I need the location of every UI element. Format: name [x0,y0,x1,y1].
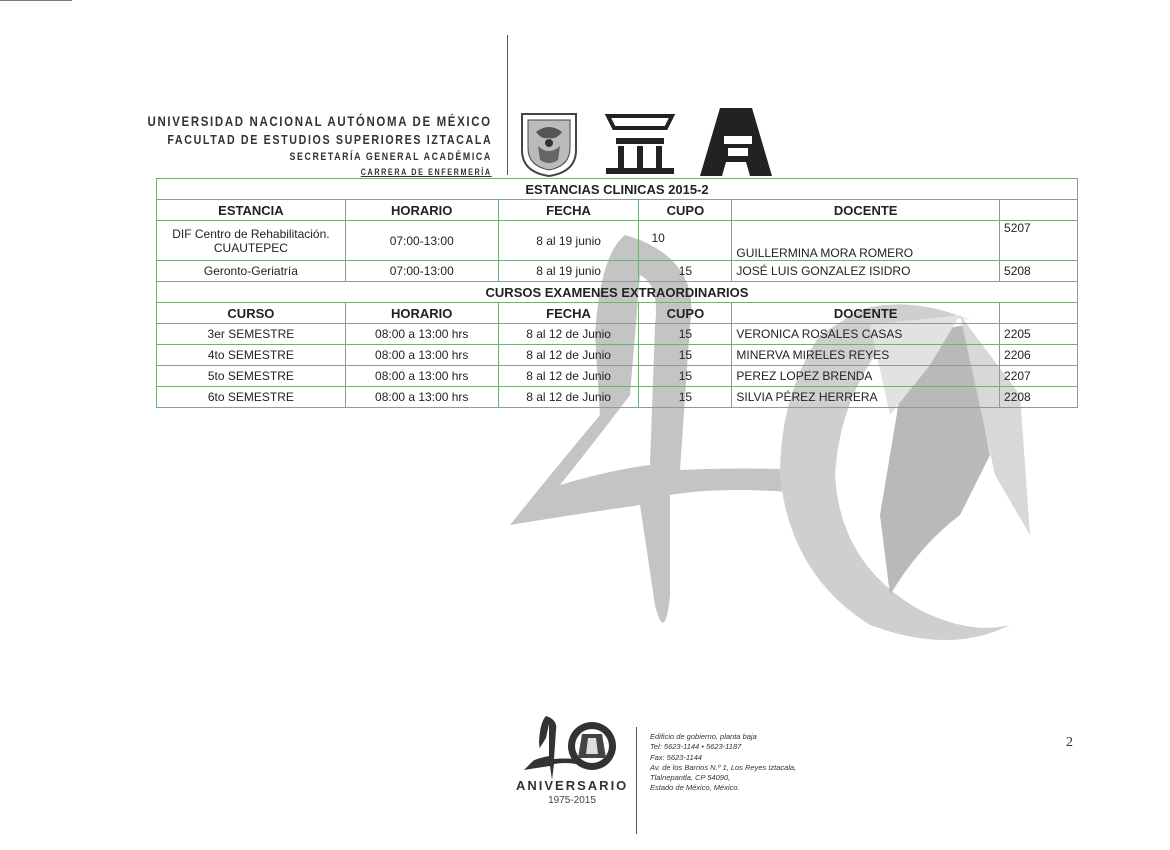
estancia-cell: Geronto-Geriatría [157,261,346,282]
anniversary-label: ANIVERSARIO [516,778,629,793]
col-header: FECHA [498,303,639,324]
col-header: CUPO [639,200,732,221]
address-block [650,732,796,794]
cupo-cell: 15 [639,387,732,408]
docente-cell: GUILLERMINA MORA ROMERO [732,221,1000,261]
code-cell: 2207 [1000,366,1078,387]
fecha-cell: 8 al 12 de Junio [498,345,639,366]
curso-cell: 3er SEMESTRE [157,324,346,345]
footer-divider [636,727,637,834]
col-header [1000,200,1078,221]
cupo-cell: 15 [639,345,732,366]
horario-cell: 08:00 a 13:00 hrs [345,366,498,387]
col-header: ESTANCIA [157,200,346,221]
horario-cell: 08:00 a 13:00 hrs [345,324,498,345]
cupo-cell: 15 [639,261,732,282]
table-row [157,387,1078,408]
career-name: CARRERA DE ENFERMERÍA [361,167,492,177]
docente-cell: MINERVA MIRELES REYES [732,345,1000,366]
schedule-table [156,178,1078,408]
curso-cell: 4to SEMESTRE [157,345,346,366]
cursos-header-row [157,303,1078,324]
cupo-cell: 15 [639,324,732,345]
col-header: HORARIO [345,200,498,221]
estancia-line: DIF Centro de Rehabilitación. [172,226,330,241]
horario-cell: 08:00 a 13:00 hrs [345,345,498,366]
fes-iztacala-logo [602,110,678,176]
col-header: DOCENTE [732,303,1000,324]
fecha-cell: 8 al 12 de Junio [498,387,639,408]
anniversary-years: 1975-2015 [548,795,596,806]
col-header: FECHA [498,200,639,221]
estancia-cell [157,221,346,261]
address-line: Estado de México, México. [650,783,740,793]
code-cell: 5207 [1000,221,1078,261]
code-cell: 2205 [1000,324,1078,345]
cupo-cell: 10 [639,221,732,261]
address-line: Tlalnepantla, CP 54090, [650,773,731,783]
cursos-title: CURSOS EXAMENES EXTRAORDINARIOS [157,282,1078,303]
table-row [157,366,1078,387]
estancias-header-row [157,200,1078,221]
col-header: CUPO [639,303,732,324]
header-divider [507,35,508,175]
address-line: Tel: 5623-1144 • 5623-1187 [650,742,742,752]
curso-cell: 6to SEMESTRE [157,387,346,408]
horario-cell: 08:00 a 13:00 hrs [345,387,498,408]
curso-cell: 5to SEMESTRE [157,366,346,387]
docente-cell: VERONICA ROSALES CASAS [732,324,1000,345]
address-line: Av. de los Barrios N.º 1, Los Reyes Iztacala, [650,762,797,772]
anniversary-40-logo [516,712,631,782]
col-header: CURSO [157,303,346,324]
page-number: 2 [1066,735,1073,750]
address-line: Fax: 5623-1144 [650,752,702,762]
col-header: HORARIO [345,303,498,324]
cupo-cell: 15 [639,366,732,387]
docente-cell: PEREZ LOPEZ BRENDA [732,366,1000,387]
horario-cell: 07:00-13:00 [345,221,498,261]
code-cell: 2208 [1000,387,1078,408]
docente-cell: JOSÉ LUIS GONZALEZ ISIDRO [732,261,1000,282]
fecha-cell: 8 al 19 junio [498,221,639,261]
horario-cell: 07:00-13:00 [345,261,498,282]
estancia-line: CUAUTEPEC [213,240,288,255]
fecha-cell: 8 al 12 de Junio [498,366,639,387]
table-row [157,261,1078,282]
col-header: DOCENTE [732,200,1000,221]
unam-seal-logo [518,110,580,178]
table-row [157,324,1078,345]
table-row [157,345,1078,366]
docente-cell: SILVIA PÉREZ HERRERA [732,387,1000,408]
estancias-title: ESTANCIAS CLINICAS 2015-2 [157,179,1078,200]
code-cell: 5208 [1000,261,1078,282]
enfermeria-a-logo [698,106,774,178]
address-line: Edificio de gobierno, planta baja [650,732,757,741]
col-header [1000,303,1078,324]
university-name: UNIVERSIDAD NACIONAL AUTÓNOMA DE MÉXICO [147,113,492,129]
fecha-cell: 8 al 19 junio [498,261,639,282]
scan-mark [0,0,72,1]
fecha-cell: 8 al 12 de Junio [498,324,639,345]
table-row [157,221,1078,261]
faculty-name: FACULTAD DE ESTUDIOS SUPERIORES IZTACALA [166,132,492,147]
code-cell: 2206 [1000,345,1078,366]
secretariat-name: SECRETARÍA GENERAL ACADÉMICA [289,151,492,163]
